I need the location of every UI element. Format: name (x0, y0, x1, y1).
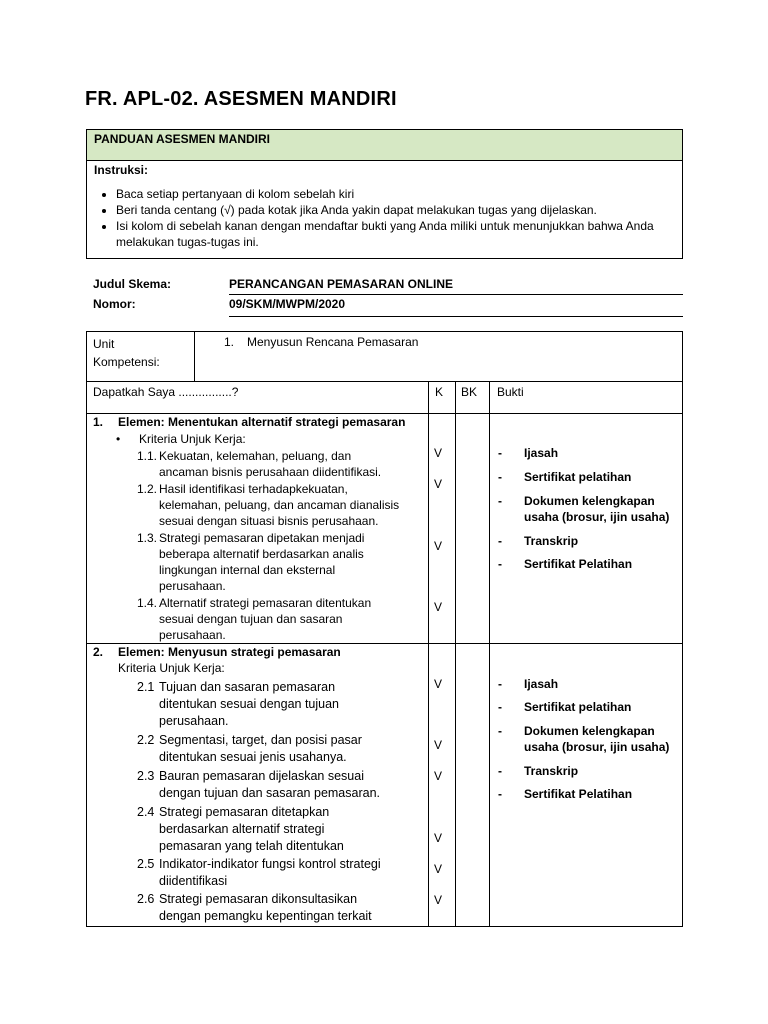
col-header-k: K (435, 385, 444, 399)
competent-mark: V (434, 477, 443, 491)
evidence-text (524, 723, 684, 755)
row-divider (87, 381, 682, 382)
criteria-text (159, 448, 421, 480)
evidence-line: usaha (brosur, ijin usaha) (524, 510, 670, 524)
criteria-line: Hasil identifikasi terhadapkekuatan, (159, 482, 348, 496)
row-divider (87, 643, 682, 644)
criteria-line: perusahaan. (159, 579, 226, 593)
instruction-label: Instruksi: (94, 163, 149, 177)
instruction-item: • Beri tanda centang (√) pada kotak jika Anda yakin dapat melakukan tugas yang dijelaskan. (116, 202, 675, 218)
element-number: 2. (93, 645, 104, 659)
evidence-line: Dokumen kelengkapan (524, 494, 655, 508)
criteria-line: Strategi pemasaran dikonsultasikan (159, 892, 358, 906)
criteria-text (159, 530, 421, 594)
dash: - (498, 677, 502, 691)
criteria-line: Strategi pemasaran ditetapkan (159, 805, 330, 819)
scheme-title-value: PERANCANGAN PEMASARAN ONLINE (229, 277, 454, 291)
kuk-label: Kriteria Unjuk Kerja: (118, 661, 225, 675)
dash: - (498, 787, 502, 801)
unit-label (93, 335, 160, 371)
competent-mark: V (434, 446, 443, 460)
evidence-line: usaha (brosur, ijin usaha) (524, 740, 670, 754)
criteria-line: ditentukan sesuai dengan tujuan (159, 697, 340, 711)
criteria-number: 2.2 (137, 733, 155, 747)
criteria-number: 2.4 (137, 805, 155, 819)
criteria-number: 1.2. (137, 482, 158, 496)
evidence-text: Sertifikat Pelatihan (524, 557, 633, 571)
col-divider (428, 381, 429, 926)
evidence-text: Transkrip (524, 764, 579, 778)
scheme-info (93, 277, 683, 317)
dash: - (498, 724, 502, 738)
criteria-line: Strategi pemasaran dipetakan menjadi (159, 531, 365, 545)
criteria-line: sesuai dengan tujuan dan sasaran (159, 612, 343, 626)
evidence-text: Transkrip (524, 534, 579, 548)
scheme-number-label: Nomor: (93, 297, 136, 311)
guide-body (87, 161, 682, 252)
unit-label-line: Kompetensi: (93, 355, 160, 369)
criteria-number: 1.4. (137, 596, 158, 610)
criteria-line: ditentukan sesuai jenis usahanya. (159, 750, 347, 764)
instruction-item: • Isi kolom di sebelah kanan dengan mendaftar bukti yang Anda miliki untuk menunjukkan bahwa Anda melakukan tugas-tugas ini. (116, 218, 675, 250)
col-divider (489, 381, 490, 926)
evidence-line: Dokumen kelengkapan (524, 724, 655, 738)
competent-mark: V (434, 831, 443, 845)
evidence-text: Sertifikat Pelatihan (524, 787, 633, 801)
criteria-text (159, 804, 421, 855)
criteria-line: beberapa alternatif berdasarkan analis (159, 547, 364, 561)
dash: - (498, 700, 502, 714)
criteria-text (159, 768, 421, 802)
unit-label-line: Unit (93, 337, 115, 351)
criteria-line: kelemahan, peluang, dan ancaman dianalisis (159, 498, 400, 512)
col-header-question: Dapatkah Saya ................? (93, 385, 239, 399)
criteria-line: perusahaan. (159, 714, 229, 728)
guide-box (86, 129, 683, 259)
competent-mark: V (434, 769, 443, 783)
divider (229, 294, 683, 295)
criteria-number: 1.3. (137, 531, 158, 545)
col-header-bukti: Bukti (497, 385, 524, 399)
element-title: Elemen: Menentukan alternatif strategi pemasaran (118, 415, 406, 429)
evidence-text (524, 493, 684, 525)
col-divider (455, 381, 456, 926)
competent-mark: V (434, 539, 443, 553)
col-divider (194, 332, 195, 381)
criteria-text (159, 595, 421, 643)
criteria-line: Bauran pemasaran dijelaskan sesuai (159, 769, 364, 783)
competent-mark: V (434, 677, 443, 691)
competent-mark: V (434, 738, 443, 752)
criteria-number: 2.1 (137, 680, 155, 694)
criteria-text (159, 481, 421, 529)
criteria-line: Alternatif strategi pemasaran ditentukan (159, 596, 372, 610)
criteria-number: 2.5 (137, 857, 155, 871)
instruction-item: • Baca setiap pertanyaan di kolom sebelah kiri (116, 186, 675, 202)
criteria-text (159, 679, 421, 730)
criteria-number: 1.1. (137, 449, 158, 463)
criteria-number: 2.3 (137, 769, 155, 783)
row-divider (87, 413, 682, 414)
criteria-line: Segmentasi, target, dan posisi pasar (159, 733, 362, 747)
guide-heading: PANDUAN ASESMEN MANDIRI (87, 130, 682, 161)
criteria-line: Tujuan dan sasaran pemasaran (159, 680, 336, 694)
criteria-line: diidentifikasi (159, 874, 228, 888)
criteria-line: sesuai dengan situasi bisnis perusahaan. (159, 514, 379, 528)
criteria-line: perusahaan. (159, 628, 226, 642)
criteria-line: pemasaran yang telah ditentukan (159, 839, 344, 853)
dash: - (498, 557, 502, 571)
element-number: 1. (93, 415, 104, 429)
evidence-text: Sertifikat pelatihan (524, 470, 632, 484)
criteria-line: Kekuatan, kelemahan, peluang, dan (159, 449, 352, 463)
col-header-bk: BK (461, 385, 478, 399)
kuk-label: Kriteria Unjuk Kerja: (139, 432, 246, 446)
competent-mark: V (434, 600, 443, 614)
bullet: • (116, 432, 121, 446)
unit-number: 1. (224, 335, 235, 349)
competent-mark: V (434, 893, 443, 907)
criteria-line: dengan pemangku kepentingan terkait (159, 909, 372, 923)
criteria-line: dengan tujuan dan sasaran pemasaran. (159, 786, 380, 800)
page-title: FR. APL-02. ASESMEN MANDIRI (85, 88, 397, 110)
element-title: Elemen: Menyusun strategi pemasaran (118, 645, 341, 659)
instruction-list (94, 186, 675, 250)
scheme-number-row (93, 297, 683, 317)
competent-mark: V (434, 862, 443, 876)
criteria-text (159, 856, 421, 890)
divider (229, 316, 683, 317)
criteria-line: ancaman bisnis perusahaan diidentifikasi. (159, 465, 382, 479)
dash: - (498, 534, 502, 548)
criteria-line: lingkungan internal dan eksternal (159, 563, 336, 577)
criteria-number: 2.6 (137, 892, 155, 906)
dash: - (498, 470, 502, 484)
evidence-text: Ijasah (524, 677, 559, 691)
evidence-text: Sertifikat pelatihan (524, 700, 632, 714)
scheme-title-row (93, 277, 683, 297)
scheme-number-value: 09/SKM/MWPM/2020 (229, 297, 346, 311)
dash: - (498, 446, 502, 460)
competency-table (86, 331, 683, 927)
dash: - (498, 494, 502, 508)
unit-title: Menyusun Rencana Pemasaran (247, 335, 419, 349)
criteria-line: Indikator-indikator fungsi kontrol strategi (159, 857, 381, 871)
evidence-text: Ijasah (524, 446, 559, 460)
criteria-text (159, 732, 421, 766)
dash: - (498, 764, 502, 778)
criteria-text (159, 891, 421, 925)
criteria-line: berdasarkan alternatif strategi (159, 822, 325, 836)
scheme-title-label: Judul Skema: (93, 277, 172, 291)
